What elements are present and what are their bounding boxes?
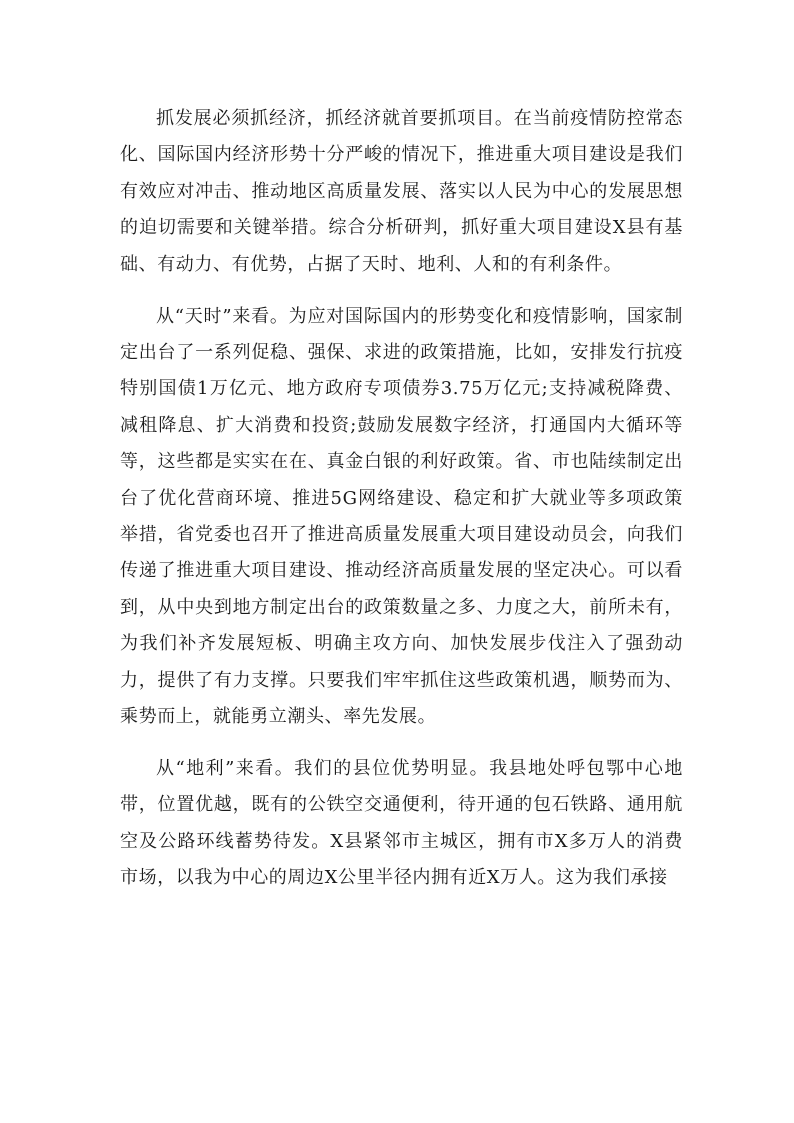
paragraph-tianshi: 从“天时”来看。为应对国际国内的形势变化和疫情影响，国家制定出台了一系列促稳、强保、求进的政策措施，比如，安排发行抗疫特别国债1万亿元、地方政府专项债券3.75万亿元;支持减税降费、减租降息、扩大消费和投资;鼓励发展数字经济，打通国内大循环等等，这些都是实实在在、真金白银的利好政策。省、市也陆续制定出台了优化营商环境、推进5G网络建设、稳定和扩大就业等多项政策举措，省党委也召开了推进高质量发展重大项目建设动员会，向我们传递了推进重大项目建设、推动经济高质量发展的坚定决心。可以看到，从中央到地方制定出台的政策数量之多、力度之大，前所未有，为我们补齐发展短板、明确主攻方向、加快发展步伐注入了强劲动力，提供了有力支撑。只要我们牢牢抓住这些政策机遇，顺势而为、乘势而上，就能勇立潮头、率先发展。 [120,305,683,727]
document-page [120,101,683,912]
paragraph-intro: 抓发展必须抓经济，抓经济就首要抓项目。在当前疫情防控常态化、国际国内经济形势十分严峻的情况下，推进重大项目建设是我们有效应对冲击、推动地区高质量发展、落实以人民为中心的发展思想的迫切需要和关键举措。综合分析研判，抓好重大项目建设X县有基础、有动力、有优势，占据了天时、地利、人和的有利条件。 [120,108,683,275]
paragraph-dili: 从“地利”来看。我们的县位优势明显。我县地处呼包鄂中心地带，位置优越，既有的公铁空交通便利，待开通的包石铁路、通用航空及公路环线蓄势待发。X县紧邻市主城区，拥有市X多万人的消费市场，以我为中心的周边X公里半径内拥有近X万人。这为我们承接 [120,757,683,889]
